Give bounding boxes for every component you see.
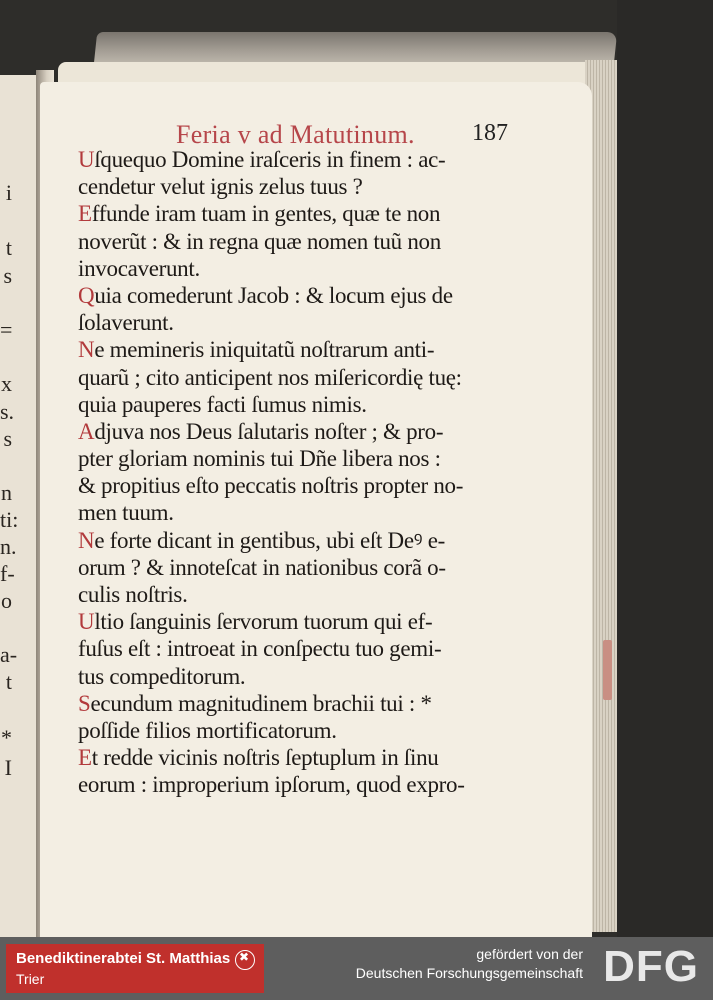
margin-fragment: o xyxy=(1,588,12,613)
footer-bar xyxy=(0,937,713,1000)
rubricated-initial: E xyxy=(78,745,92,771)
margin-fragment: ti: xyxy=(0,507,19,532)
verse xyxy=(78,282,518,336)
verse-text: invocaverunt. xyxy=(78,255,200,281)
margin-fragment: s xyxy=(3,263,12,288)
margin-fragment: * xyxy=(1,725,12,750)
institution-badge[interactable] xyxy=(6,944,264,993)
verse-text: uia comederunt Jacob : & locum ejus de xyxy=(94,282,453,308)
verse-line xyxy=(78,418,518,445)
verse-text: orum ? & innoteſcat in nationibus corã o- xyxy=(78,554,446,580)
verse xyxy=(78,336,518,418)
verse-text: tus compeditorum. xyxy=(78,663,246,689)
ribbon-tab xyxy=(603,640,612,700)
verse xyxy=(78,608,518,690)
verse-text: e memineris iniquitatũ noſtrarum anti- xyxy=(94,337,435,363)
margin-fragment: n. xyxy=(0,534,17,559)
verse-line xyxy=(78,717,518,744)
verse xyxy=(78,527,518,609)
verse-line xyxy=(78,391,518,418)
margin-fragment: n xyxy=(1,480,12,505)
margin-fragment: s xyxy=(3,426,12,451)
institution-name: Benediktinerabtei St. Matthias xyxy=(16,950,231,967)
verse-text: poſſide filios mortificatorum. xyxy=(78,717,337,743)
verse-text: ſquequo Domine iraſceris in finem : ac- xyxy=(94,147,446,172)
rubricated-initial: N xyxy=(78,337,95,363)
page-number: 187 xyxy=(472,120,508,146)
verse-line xyxy=(78,771,518,798)
margin-fragment: x xyxy=(1,371,12,396)
verse-text: noverũt : & in regna quæ nomen tuũ non xyxy=(78,228,441,254)
verse-line xyxy=(78,228,518,255)
verse-text: e forte dicant in gentibus, ubi eſt Deꝰ e- xyxy=(94,527,445,553)
rubricated-initial: S xyxy=(78,690,91,716)
verse-line xyxy=(78,581,518,608)
verse-line xyxy=(78,445,518,472)
rubricated-initial: U xyxy=(78,147,95,172)
verse-line xyxy=(78,527,518,554)
verse-text: & propitius eſto peccatis noſtris propter no- xyxy=(78,473,464,499)
verse-line xyxy=(78,663,518,690)
margin-fragment: i xyxy=(5,180,12,205)
margin-fragment: = xyxy=(0,317,13,342)
rubricated-initial: E xyxy=(78,201,92,227)
verse-line xyxy=(78,146,518,173)
verse xyxy=(78,200,518,282)
margin-fragment: a- xyxy=(0,642,18,667)
verse-line xyxy=(78,173,518,200)
margin-fragment: s. xyxy=(0,399,15,424)
verse-line xyxy=(78,200,518,227)
verse-text: ſolaverunt. xyxy=(78,310,174,336)
verse-text: eorum : improperium ipſorum, quod expro- xyxy=(78,772,465,798)
verse xyxy=(78,418,518,527)
rubricated-initial: A xyxy=(78,418,95,444)
dfg-logo[interactable]: DFG xyxy=(603,942,699,991)
funding-line-1: gefördert von der xyxy=(476,946,583,962)
verse-text: cendetur velut ignis zelus tuus ? xyxy=(78,174,363,200)
rubricated-initial: N xyxy=(78,527,95,553)
verse-text: ffunde iram tuam in gentes, quæ te non xyxy=(91,201,441,227)
verse-line xyxy=(78,255,518,282)
verse-line xyxy=(78,608,518,635)
verse-line xyxy=(78,690,518,717)
verse-line xyxy=(78,364,518,391)
verse-line xyxy=(78,635,518,662)
institution-city: Trier xyxy=(16,971,45,987)
verse-text: men tuum. xyxy=(78,500,174,526)
verse-text: fuſus eſt : introeat in conſpectu tuo gemi- xyxy=(78,636,442,662)
psalm-text xyxy=(78,146,518,799)
verse-text: djuva nos Deus ſalutaris noſter ; & pro- xyxy=(94,418,444,444)
rubricated-initial: Q xyxy=(78,282,95,308)
verse-line xyxy=(78,336,518,363)
verse-text: quarũ ; cito anticipent nos miſericordię tuę: xyxy=(78,364,462,390)
verse-line xyxy=(78,282,518,309)
margin-fragment: t xyxy=(5,669,12,694)
funding-note xyxy=(356,945,583,983)
abbey-logo-icon xyxy=(235,950,255,970)
running-header: Feria v ad Matutinum. xyxy=(176,120,415,149)
rubricated-initial: U xyxy=(78,609,95,635)
verse xyxy=(78,146,518,200)
verse xyxy=(78,690,518,744)
margin-fragment: f- xyxy=(0,561,15,586)
verse-line xyxy=(78,744,518,771)
verse-text: ecundum magnitudinem brachii tui : * xyxy=(90,690,432,716)
background-right xyxy=(617,0,713,937)
verse-text: pter gloriam nominis tui Dñe libera nos : xyxy=(78,446,441,472)
verse-line xyxy=(78,554,518,581)
verse-line xyxy=(78,499,518,526)
funding-line-2: Deutschen Forschungsgemeinschaft xyxy=(355,965,583,981)
verse-line xyxy=(78,309,518,336)
verse-line xyxy=(78,472,518,499)
verse-text: t redde vicinis noſtris ſeptuplum in ſinu xyxy=(91,745,439,771)
verse-text: culis noſtris. xyxy=(78,582,188,607)
margin-fragment: I xyxy=(4,755,12,780)
margin-fragment: t xyxy=(5,235,12,260)
verse-text: quia pauperes facti ſumus nimis. xyxy=(78,391,367,417)
verse-text: ltio ſanguinis ſervorum tuorum qui ef- xyxy=(94,609,433,635)
verse xyxy=(78,744,518,798)
